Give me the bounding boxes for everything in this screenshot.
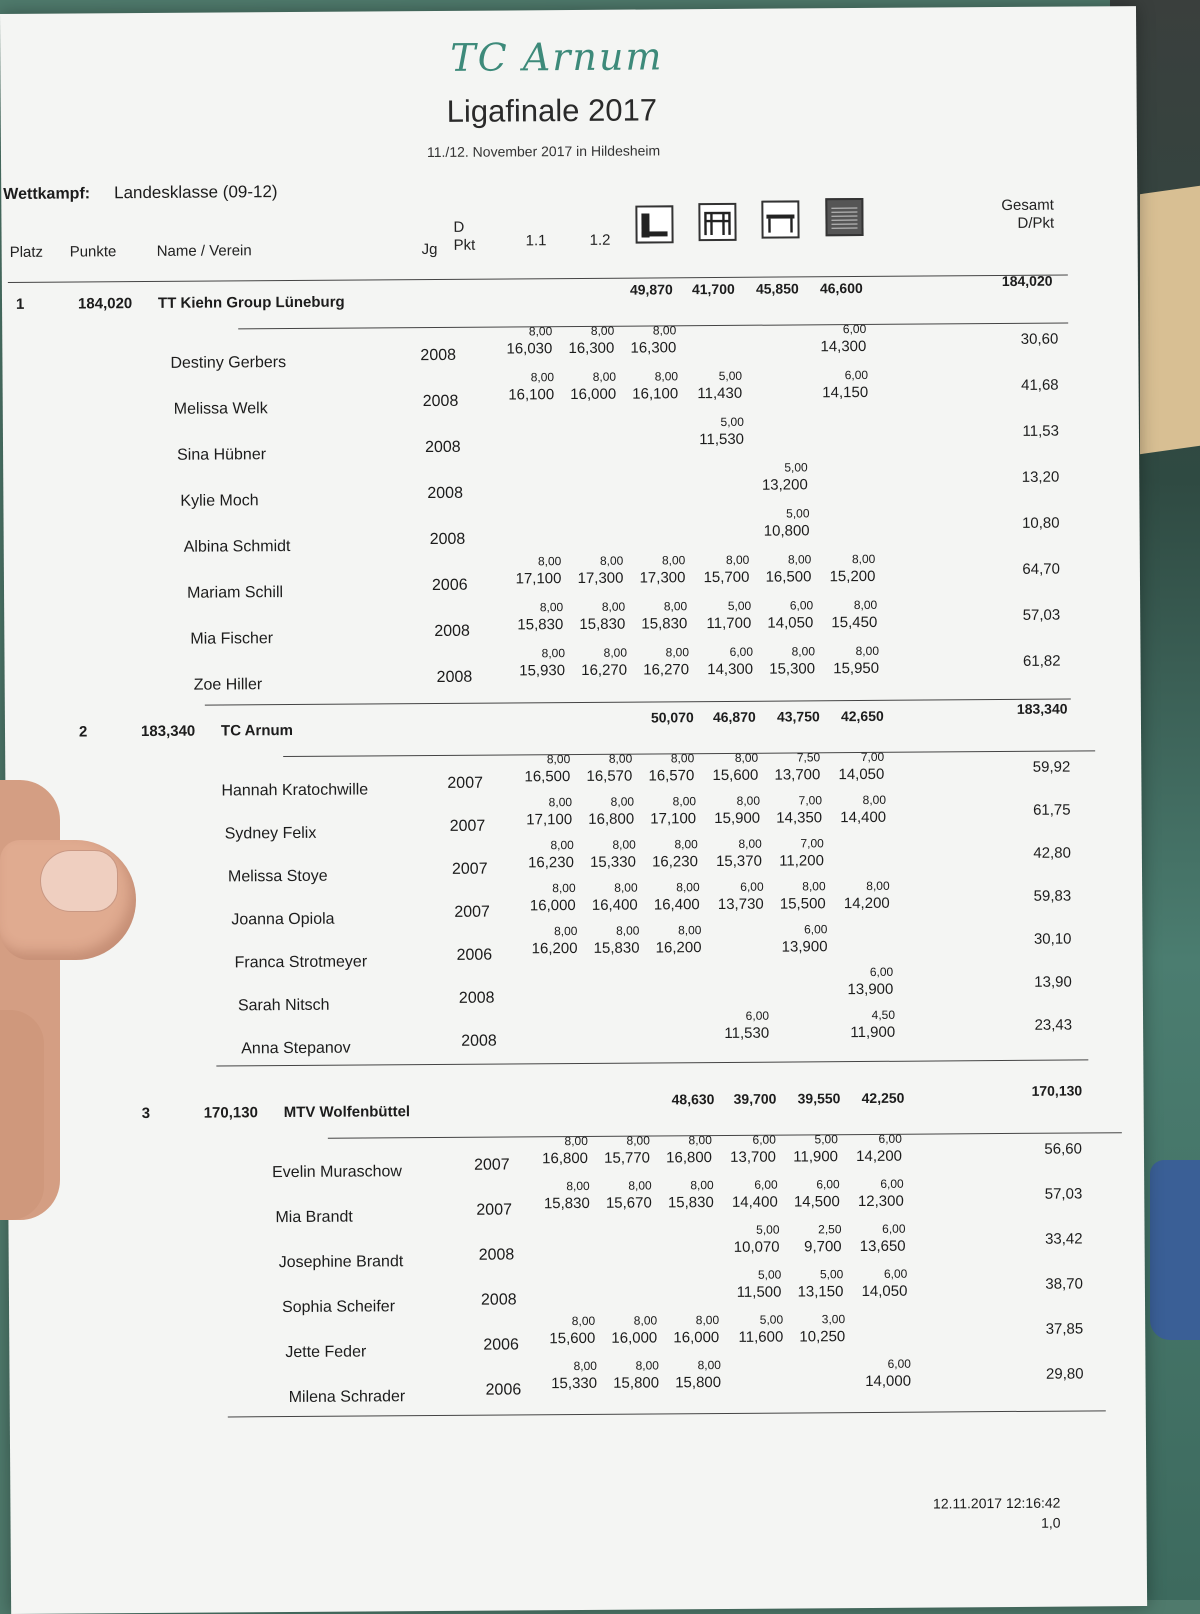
athlete-d-score: 8,00 [672,794,697,809]
floor-apparatus-icon [635,205,673,243]
athlete-d-score: 8,00 [628,1178,652,1193]
athlete-score: 17,100 [650,810,697,828]
athlete-d-score: 5,00 [819,1267,844,1282]
athlete-gesamt: 33,42 [1044,1230,1083,1248]
athlete-d-score: 5,00 [786,506,810,521]
athlete-score: 11,530 [724,1024,770,1042]
athlete-d-score: 6,00 [804,922,828,937]
team-punkte: 170,130 [203,1104,258,1122]
team-gesamt: 183,340 [1016,700,1068,717]
athlete-gesamt: 61,75 [1032,801,1071,819]
athlete-score: 15,830 [641,615,688,633]
athlete-jg: 2007 [447,774,484,792]
athlete-name: Sarah Nitsch [237,996,330,1015]
athlete-score: 11,600 [738,1328,784,1346]
athlete-jg: 2008 [422,392,459,411]
athlete-d-score: 6,00 [842,321,867,337]
athlete-gesamt: 30,60 [1020,330,1059,348]
athlete-score: 14,300 [707,660,754,679]
athlete-d-score: 8,00 [674,837,698,852]
athlete-score: 14,050 [838,765,885,784]
athlete-score: 16,200 [531,939,578,958]
athlete-d-score: 6,00 [887,1356,911,1371]
athlete-score: 14,300 [820,337,867,356]
athlete-d-score: 8,00 [787,552,812,567]
athlete-score: 16,100 [632,385,679,403]
athlete-score: 15,830 [667,1194,714,1212]
athlete-d-score: 8,00 [539,600,564,615]
athlete-d-score: 8,00 [608,751,633,766]
col-platz: Platz [9,243,44,261]
athlete-score: 17,300 [639,569,686,587]
team-apparatus-total: 46,600 [819,279,863,297]
athlete-name: Jette Feder [285,1343,367,1362]
athlete-score: 13,150 [797,1283,844,1301]
competition-line [3,182,277,204]
athlete-d-score: 6,00 [882,1221,906,1236]
athlete-name: Hannah Kratochwille [221,781,369,800]
athlete-score: 14,350 [776,809,823,827]
athlete-score: 16,200 [655,939,702,957]
athlete-gesamt: 13,20 [1021,468,1060,486]
athlete-score: 13,700 [730,1148,777,1166]
athlete-d-score: 8,00 [866,878,890,893]
athlete-d-score: 8,00 [665,645,690,660]
athlete-d-score: 8,00 [663,599,688,614]
team-apparatus-total: 42,650 [840,707,884,725]
athlete-d-score: 8,00 [626,1133,650,1148]
athlete-d-score: 8,00 [670,751,695,766]
athlete-d-score: 8,00 [612,837,636,852]
athlete-score: 16,000 [611,1329,658,1347]
athlete-score: 14,050 [767,614,814,632]
athlete-name: Sydney Felix [224,824,317,843]
athlete-d-score: 8,00 [851,551,876,567]
athlete-d-score: 8,00 [688,1133,712,1148]
athlete-name: Albina Schmidt [183,537,291,556]
athlete-d-score: 8,00 [678,923,702,938]
athlete-gesamt: 42,80 [1033,844,1071,862]
athlete-d-score: 8,00 [564,1133,588,1149]
bars-apparatus-icon [698,203,736,241]
athlete-jg: 2007 [473,1156,510,1174]
athlete-d-score: 7,00 [860,749,885,765]
athlete-score: 16,270 [581,661,628,679]
athlete-score: 15,700 [703,568,750,587]
athlete-d-score: 8,00 [652,323,677,338]
athlete-name: Mariam Schill [186,584,284,602]
athlete-score: 13,200 [761,476,808,494]
athlete-score: 16,000 [570,385,617,404]
athlete-d-score: 2,50 [818,1222,842,1237]
athlete-d-score: 8,00 [599,553,624,568]
athlete-gesamt: 57,03 [1022,606,1061,624]
team-apparatus-total: 49,870 [629,281,673,298]
athlete-score: 16,500 [765,568,812,586]
athlete-score: 15,830 [593,939,640,957]
athlete-gesamt: 61,82 [1022,652,1061,670]
athlete-score: 10,800 [763,522,810,540]
athlete-jg: 2008 [420,346,457,365]
team-apparatus-total: 39,700 [733,1090,777,1107]
athlete-d-score: 8,00 [635,1358,659,1373]
athlete-d-score: 8,00 [725,552,750,567]
athlete-score: 15,800 [675,1373,722,1392]
athlete-gesamt: 59,83 [1033,887,1072,905]
team-name: TC Arnum [220,721,294,740]
athlete-score: 17,100 [526,811,573,829]
athlete-score: 14,050 [861,1282,908,1301]
team-platz: 3 [141,1104,151,1123]
athlete-jg: 2006 [485,1381,522,1399]
col-d: D [453,218,465,236]
col-1-1: 1.1 [525,232,547,250]
athlete-gesamt: 59,92 [1032,758,1071,776]
athlete-d-score: 6,00 [789,598,814,613]
athlete-jg: 2006 [431,576,468,594]
athlete-gesamt: 57,03 [1044,1185,1083,1203]
team-gesamt: 184,020 [1001,272,1053,290]
athlete-score: 10,070 [733,1238,780,1256]
athlete-name: Milena Schrader [288,1388,406,1407]
athlete-jg: 2008 [434,622,470,640]
athlete-d-score: 6,00 [883,1266,908,1281]
athlete-score: 16,400 [591,896,638,914]
team-platz: 1 [15,295,25,313]
athlete-d-score: 8,00 [548,795,573,810]
athlete-d-score: 8,00 [530,370,555,385]
athlete-d-score: 8,00 [541,646,566,661]
athlete-score: 16,300 [630,339,677,357]
athlete-d-score: 8,00 [855,643,880,659]
page-subtitle: 11./12. November 2017 in Hildesheim [426,142,661,161]
col-gesamt: Gesamt [1001,196,1054,215]
athlete-d-score: 8,00 [633,1313,658,1328]
athlete-score: 16,800 [666,1149,713,1167]
athlete-d-score: 6,00 [878,1131,902,1146]
athlete-name: Kylie Moch [180,492,259,510]
athlete-gesamt: 11,53 [1022,422,1059,440]
athlete-d-score: 6,00 [816,1177,840,1192]
team-apparatus-total: 39,550 [797,1090,841,1107]
background-blue-object [1150,1160,1200,1340]
header-rule [8,275,1068,283]
athlete-score: 16,270 [643,661,690,679]
athlete-d-score: 6,00 [740,879,764,894]
athlete-d-score: 8,00 [554,923,578,939]
athlete-gesamt: 10,80 [1021,514,1060,532]
athlete-gesamt: 30,10 [1033,930,1072,948]
athlete-name: Melissa Welk [173,400,268,418]
athlete-name: Mia Brandt [275,1208,353,1227]
athlete-gesamt: 38,70 [1045,1275,1083,1293]
athlete-name: Joanna Opiola [231,910,335,929]
col-punkte: Punkte [69,243,117,261]
holding-hand [0,780,140,1220]
athlete-d-score: 8,00 [616,923,640,938]
athlete-d-score: 8,00 [690,1178,714,1193]
athlete-d-score: 8,00 [697,1358,721,1373]
athlete-d-score: 5,00 [784,460,808,475]
athlete-gesamt: 29,80 [1045,1365,1084,1383]
team-apparatus-total: 50,070 [650,709,694,726]
team-punkte: 183,340 [140,722,196,741]
print-timestamp: 12.11.2017 12:16:42 [932,1494,1061,1512]
athlete-d-score: 8,00 [654,369,679,384]
col-jg: Jg [421,240,438,259]
athlete-d-score: 8,00 [676,880,700,895]
athlete-d-score: 8,00 [791,644,816,659]
athlete-jg: 2008 [427,484,464,503]
athlete-name: Destiny Gerbers [170,354,287,372]
athlete-d-score: 5,00 [756,1222,780,1237]
athlete-d-score: 8,00 [552,881,576,896]
athlete-score: 15,450 [831,613,878,632]
athlete-score: 14,200 [856,1147,903,1166]
athlete-score: 14,200 [843,894,890,913]
athlete-gesamt: 64,70 [1022,560,1060,578]
team-platz: 2 [78,723,88,741]
team-apparatus-total: 45,850 [755,280,799,297]
athlete-d-score: 8,00 [573,1358,598,1374]
athlete-score: 14,400 [731,1193,778,1211]
athlete-jg: 2008 [480,1291,517,1309]
col-1-2: 1.2 [589,231,611,249]
athlete-d-score: 7,00 [800,836,824,851]
athlete-name: Melissa Stoye [227,867,328,886]
athlete-score: 11,430 [697,384,743,403]
athlete-d-score: 7,50 [796,750,821,765]
athlete-jg: 2008 [478,1246,515,1264]
athlete-d-score: 6,00 [880,1176,904,1191]
athlete-gesamt: 23,43 [1034,1016,1073,1034]
athlete-name: Josephine Brandt [278,1253,404,1272]
athlete-score: 11,700 [706,614,752,633]
athlete-score: 16,400 [653,896,700,914]
athlete-score: 11,900 [793,1148,839,1166]
athlete-score: 14,400 [840,808,887,827]
team-apparatus-total: 41,700 [691,280,735,298]
page-title: Ligafinale 2017 [446,92,658,129]
athlete-d-score: 6,00 [729,644,754,659]
team-apparatus-total: 46,870 [712,708,756,726]
athlete-d-score: 5,00 [759,1312,784,1327]
athlete-name: Anna Stepanov [241,1039,351,1058]
competition-value: Landesklasse (09-12) [114,182,278,203]
athlete-score: 16,230 [651,853,698,871]
athlete-jg: 2006 [456,946,493,964]
athlete-score: 15,770 [604,1149,651,1167]
athlete-jg: 2007 [476,1201,513,1219]
athlete-name: Franca Strotmeyer [234,953,368,972]
athlete-score: 16,230 [527,854,574,872]
athlete-d-score: 8,00 [736,793,761,808]
athlete-score: 14,500 [793,1193,840,1211]
athlete-score: 15,830 [517,616,564,634]
athlete-d-score: 8,00 [571,1313,596,1329]
athlete-d-score: 6,00 [754,1177,778,1192]
athlete-score: 16,570 [586,767,633,785]
page-number: 1,0 [1041,1514,1061,1531]
athlete-d-score: 8,00 [603,645,628,660]
athlete-d-score: 8,00 [695,1313,720,1328]
athlete-score: 17,100 [515,570,562,588]
athlete-score: 15,600 [549,1329,596,1348]
athlete-score: 16,800 [542,1149,589,1168]
athlete-score: 13,900 [847,980,894,999]
athlete-score: 15,370 [715,852,762,871]
athlete-score: 15,330 [589,853,636,871]
athlete-score: 14,150 [822,383,869,402]
athlete-jg: 2007 [454,903,490,921]
athlete-score: 16,570 [648,767,695,785]
athlete-score: 16,800 [588,810,635,828]
athlete-d-score: 5,00 [718,368,743,383]
athlete-score: 16,000 [529,897,576,915]
athlete-d-score: 6,00 [844,367,869,383]
athlete-d-score: 8,00 [537,554,562,569]
athlete-score: 9,700 [804,1238,842,1256]
athlete-score: 17,300 [577,569,624,587]
team-bottom-rule [216,1059,1088,1066]
athlete-score: 15,300 [769,660,816,678]
athlete-d-score: 8,00 [601,599,626,614]
athlete-score: 16,100 [508,386,555,404]
athlete-d-score: 5,00 [720,414,744,429]
athlete-score: 16,030 [506,340,553,358]
athlete-d-score: 8,00 [550,838,574,853]
athlete-name: Evelin Muraschow [272,1163,402,1182]
athlete-d-score: 8,00 [614,880,638,895]
athlete-name: Sina Hübner [177,446,267,464]
beam-apparatus-icon [761,200,799,238]
athlete-score: 16,500 [524,768,571,786]
athlete-jg: 2008 [458,989,495,1007]
team-gesamt: 170,130 [1031,1082,1083,1099]
athlete-d-score: 5,00 [757,1267,782,1282]
athlete-score: 15,950 [833,659,880,678]
athlete-score: 15,900 [714,809,761,828]
athlete-d-score: 8,00 [610,794,635,809]
team-name: TT Kiehn Group Lüneburg [157,293,345,312]
athlete-score: 11,500 [736,1283,782,1301]
athlete-score: 15,800 [613,1374,660,1392]
team-punkte: 184,020 [77,295,133,313]
athlete-d-score: 8,00 [734,750,759,765]
mat-apparatus-icon [825,198,863,236]
athlete-d-score: 8,00 [853,597,878,613]
athlete-score: 13,900 [781,938,828,956]
athlete-score: 11,530 [699,430,745,449]
team-apparatus-total: 42,250 [861,1089,905,1107]
athlete-d-score: 8,00 [566,1178,590,1194]
athlete-score: 15,830 [543,1194,590,1213]
team-apparatus-total: 43,750 [776,708,820,725]
athlete-score: 15,600 [712,766,759,785]
athlete-score: 16,300 [568,339,615,358]
athlete-d-score: 6,00 [752,1132,776,1147]
competition-label: Wettkampf: [3,185,91,203]
athlete-d-score: 6,00 [869,964,894,979]
col-dpkt: D/Pkt [1017,214,1055,232]
athlete-gesamt: 41,68 [1021,376,1059,394]
athlete-name: Zoe Hiller [193,676,263,694]
athlete-jg: 2007 [451,860,488,878]
team-name: MTV Wolfenbüttel [283,1103,411,1122]
col-pkt: Pkt [453,236,476,254]
athlete-score: 10,250 [799,1328,846,1346]
athlete-d-score: 5,00 [814,1132,838,1147]
athlete-d-score: 8,00 [661,553,686,568]
athlete-d-score: 8,00 [738,836,762,851]
athlete-d-score: 8,00 [528,324,553,339]
athlete-d-score: 8,00 [592,369,617,384]
athlete-jg: 2008 [424,438,461,457]
athlete-d-score: 6,00 [745,1008,770,1023]
athlete-score: 15,930 [519,662,566,680]
athlete-score: 15,830 [579,615,626,633]
athlete-jg: 2006 [483,1336,519,1354]
athlete-d-score: 8,00 [862,792,887,807]
athlete-score: 13,700 [774,766,821,784]
athlete-score: 14,000 [865,1372,912,1390]
col-name: Name / Verein [156,242,252,260]
team-apparatus-total: 48,630 [671,1091,715,1108]
background-box [1140,186,1200,454]
athlete-score: 13,730 [717,895,764,914]
athlete-jg: 2008 [436,668,473,686]
athlete-score: 11,900 [850,1023,896,1042]
athlete-d-score: 7,00 [798,793,823,808]
handwritten-note: TC Arnum [450,34,664,80]
athlete-jg: 2007 [449,817,486,835]
athlete-d-score: 4,50 [871,1007,896,1022]
athlete-score: 15,330 [551,1374,598,1393]
athlete-d-score: 8,00 [802,879,826,894]
athlete-gesamt: 56,60 [1044,1140,1083,1158]
athlete-score: 13,650 [859,1237,906,1256]
team-bottom-rule [205,699,1071,706]
athlete-score: 15,670 [605,1194,652,1212]
athlete-score: 15,200 [829,567,876,586]
athlete-score: 11,200 [779,852,824,870]
athlete-name: Mia Fischer [190,630,274,648]
athlete-score: 16,000 [673,1329,720,1347]
result-sheet [0,6,1147,1614]
athlete-d-score: 5,00 [727,598,752,613]
athlete-d-score: 3,00 [821,1312,846,1327]
athlete-name: Sophia Scheifer [281,1298,396,1317]
athlete-d-score: 8,00 [546,752,571,767]
athlete-jg: 2008 [429,530,466,549]
team-bottom-rule [228,1410,1106,1417]
athlete-d-score: 8,00 [590,323,615,338]
athlete-gesamt: 13,90 [1034,973,1072,991]
athlete-gesamt: 37,85 [1045,1320,1084,1338]
athlete-jg: 2008 [461,1032,497,1050]
athlete-score: 15,500 [779,895,826,913]
athlete-score: 12,300 [857,1192,904,1211]
